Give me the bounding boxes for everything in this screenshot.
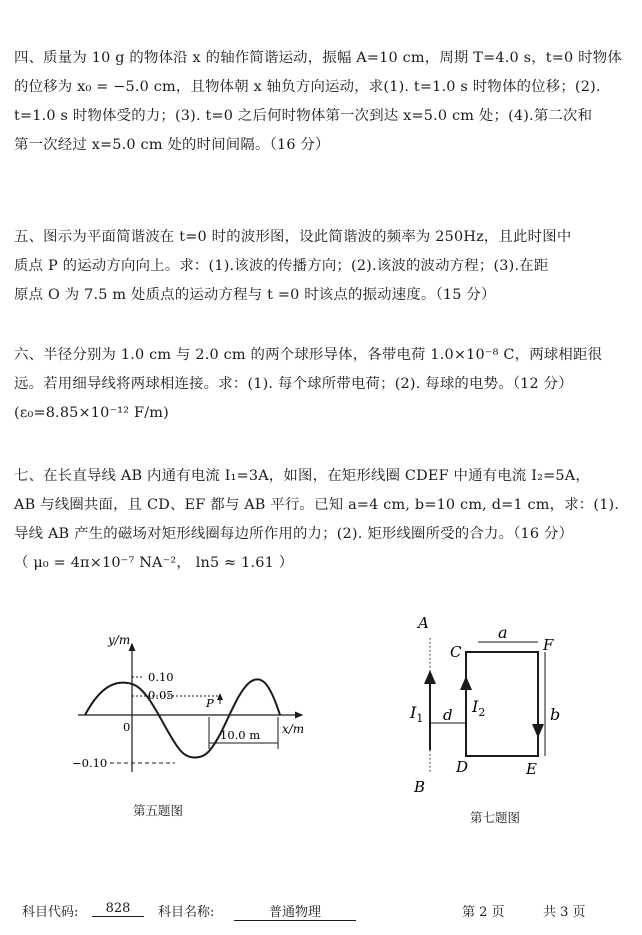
label-dim-a: a (498, 623, 508, 642)
figure-7-caption: 第七题图 (470, 810, 521, 825)
problem-4 (14, 44, 628, 160)
problem-7-line: 导线 AB 产生的磁场对矩形线圈每边所作用的力；(2). 矩形线圈所受的合力。（16 分） (14, 526, 574, 542)
label-dim-b: b (550, 705, 561, 724)
origin-label: 0 (123, 720, 131, 734)
subject-name-label: 科目名称: (158, 905, 215, 920)
point-p-label: P (206, 696, 214, 710)
label-c: C (450, 643, 462, 661)
problem-4-line: 的位移为 x₀ = −5.0 cm，且物体朝 x 轴负方向运动，求(1). t=1.0 s 时物体的位移；(2). (14, 79, 601, 95)
problem-7-line: AB 与线圈共面，且 CD、EF 都与 AB 平行。已知 a=4 cm, b=10 cm, d=1 cm，求：(1). (14, 497, 620, 513)
label-e: E (526, 760, 537, 778)
page-footer (0, 901, 642, 931)
label-i1-sub: 1 (416, 712, 424, 725)
subject-code-value: 828 (92, 901, 144, 917)
dimension-label: 10.0 m (220, 728, 261, 742)
problem-4-line: 第一次经过 x=5.0 cm 处的时间间隔。（16 分） (14, 137, 330, 153)
label-i1-letter: I (410, 703, 417, 722)
problem-6 (14, 341, 628, 428)
label-i1 (409, 703, 423, 725)
problem-7-line: （ μ₀ = 4π×10⁻⁷ NA⁻²， ln5 ≈ 1.61 ） (14, 555, 294, 571)
figure-7-loop (398, 610, 588, 805)
tick-label-010: 0.10 (148, 670, 174, 684)
label-d-point: D (456, 758, 469, 776)
page-current: 第 2 页 (462, 905, 505, 920)
problem-4-line: 四、质量为 10 g 的物体沿 x 的轴作简谐运动，振幅 A=10 cm，周期 T=4.0 s，t=0 时物体 (14, 50, 622, 66)
page-total: 共 3 页 (543, 905, 586, 920)
tick-label-neg010: −0.10 (72, 756, 108, 770)
label-i2-sub: 2 (478, 706, 486, 719)
y-axis-label: y/m (108, 633, 131, 647)
label-a-point: A (418, 614, 429, 632)
figure-5-caption: 第五题图 (133, 803, 184, 818)
problem-6-line: 远。若用细导线将两球相连接。求：(1). 每个球所带电荷；(2). 每球的电势。（12 分） (14, 376, 573, 392)
x-axis-label: x/m (282, 722, 305, 736)
problem-4-line: t=1.0 s 时物体受的力；(3). t=0 之后何时物体第一次到达 x=5.0 cm 处；(4).第二次和 (14, 108, 593, 124)
label-b-point: B (414, 778, 426, 796)
label-i2 (471, 697, 485, 719)
tick-label-005: 0.05 (148, 688, 174, 702)
problem-5-line: 质点 P 的运动方向向上。求：(1).该波的传播方向；(2).该波的波动方程；(3).在距 (14, 258, 549, 274)
problem-5-line: 原点 O 为 7.5 m 处质点的运动方程与 t =0 时该点的振动速度。（15 分） (14, 287, 496, 303)
problem-7-line: 七、在长直导线 AB 内通有电流 I₁=3A，如图，在矩形线圈 CDEF 中通有电流 I₂=5A， (14, 468, 590, 484)
label-i2-letter: I (472, 697, 479, 716)
loop-diagram (398, 610, 588, 805)
figure-5-wave (70, 622, 340, 782)
wave-diagram (70, 622, 340, 782)
label-dim-d: d (443, 706, 453, 724)
wave-curve (85, 679, 280, 757)
subject-code-label: 科目代码: (22, 905, 79, 920)
subject-name-value: 普通物理 (234, 901, 356, 921)
problem-5-line: 五、图示为平面简谐波在 t=0 时的波形图，设此简谐波的频率为 250Hz，且此时图中 (14, 229, 572, 245)
problem-6-line: (ε₀=8.85×10⁻¹² F/m) (14, 405, 169, 421)
label-f: F (543, 636, 554, 654)
problem-5 (14, 223, 628, 310)
problem-6-line: 六、半径分别为 1.0 cm 与 2.0 cm 的两个球形导体，各带电荷 1.0×10⁻⁸ C，两球相距很 (14, 347, 603, 363)
problem-7 (14, 462, 628, 578)
